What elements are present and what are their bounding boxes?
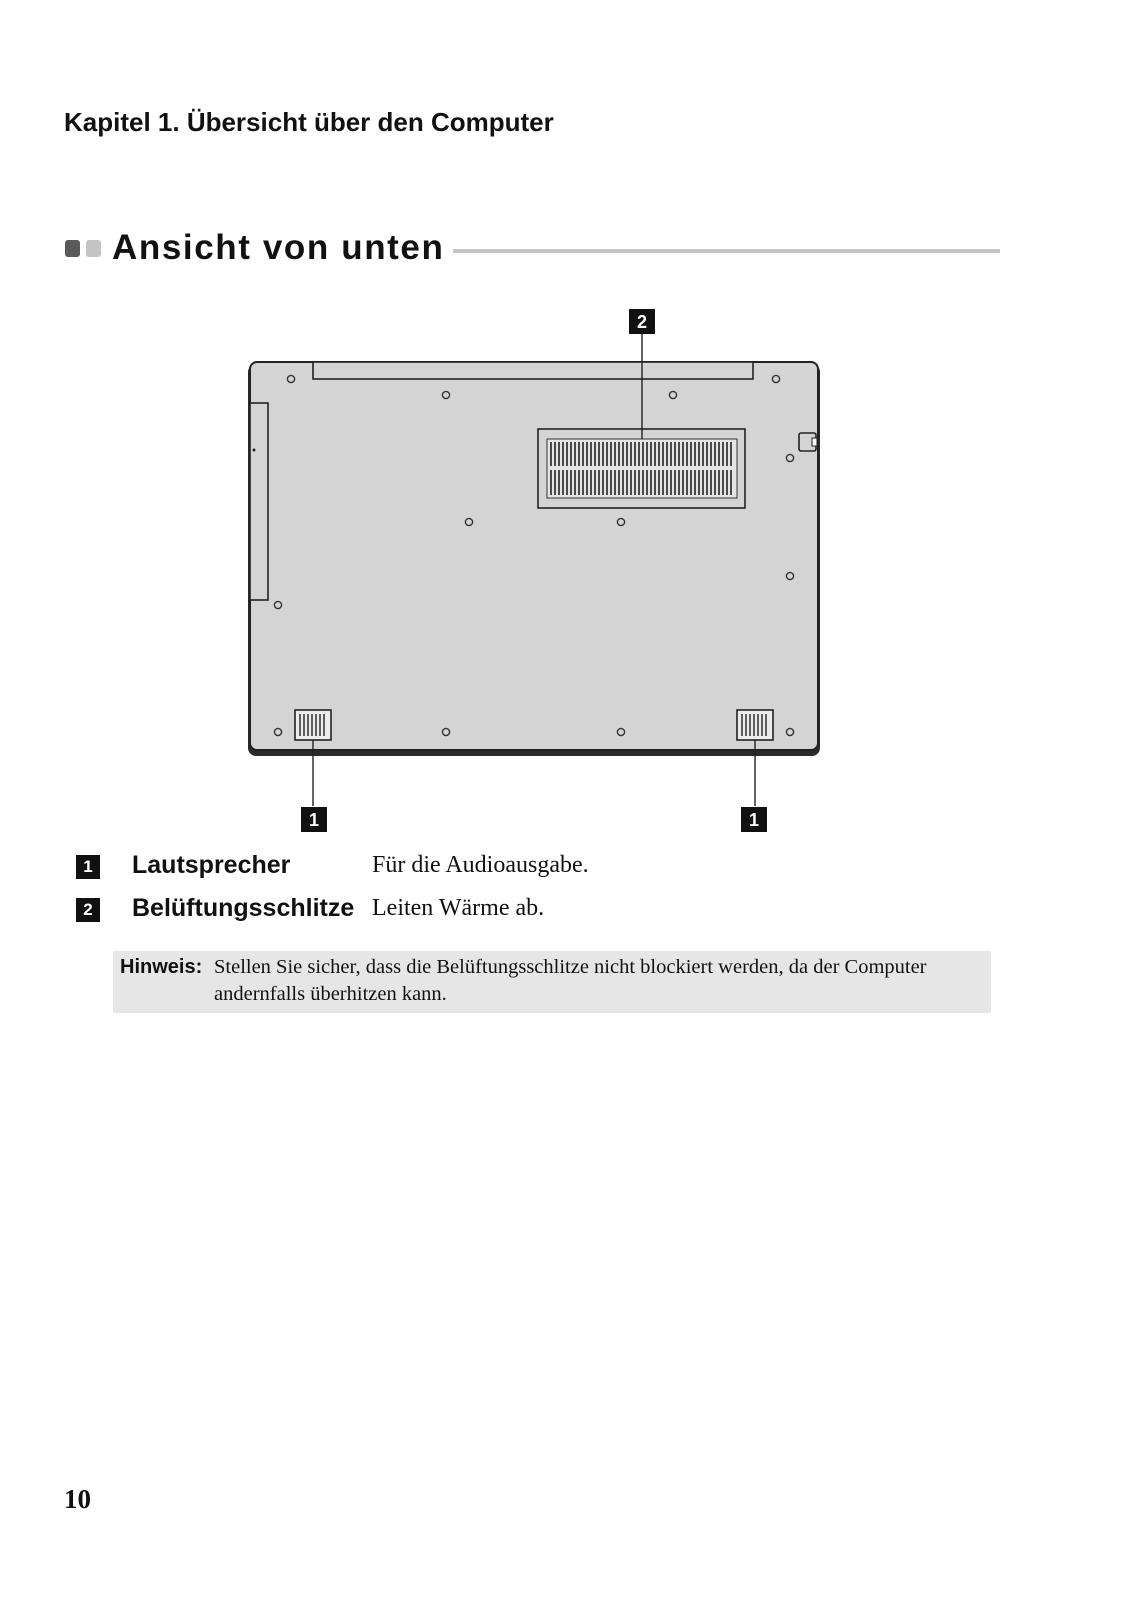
laptop-bottom-figure [240, 300, 840, 845]
legend-item [76, 894, 776, 924]
speaker-grille-left [295, 710, 331, 740]
legend-number-badge: 1 [76, 855, 100, 879]
note-text: Stellen Sie sicher, dass die Belüftungsschlitze nicht blockiert werden, da der Computer andernfalls überhitzen kann. [214, 956, 927, 1005]
page-number: 10 [64, 1484, 91, 1514]
section-marker-light-icon [86, 240, 101, 257]
hinge-strip [313, 362, 753, 379]
ventilation-grille [538, 429, 745, 508]
legend-description: Leiten Wärme ab. [372, 895, 545, 921]
legend-description: Für die Audioausgabe. [372, 852, 589, 878]
note-box [113, 951, 991, 1013]
legend-term: Lautsprecher [132, 851, 291, 879]
svg-text:1: 1 [308, 810, 320, 830]
section-marker-dark-icon [65, 240, 80, 257]
svg-text:2: 2 [636, 312, 648, 332]
chapter-title: Kapitel 1. Übersicht über den Computer [64, 107, 554, 137]
speaker-grille-right [737, 710, 773, 740]
legend-item [76, 851, 776, 881]
laptop-bottom-panel [250, 362, 818, 750]
legend-number-badge: 2 [76, 898, 100, 922]
optical-drive-bay [250, 403, 268, 600]
section-header [64, 228, 1000, 272]
callout-vents [629, 309, 655, 334]
section-divider [453, 249, 1000, 253]
callout-speaker-right [741, 807, 767, 832]
laptop-bottom-illustration [240, 300, 840, 840]
legend-term: Belüftungsschlitze [132, 894, 355, 922]
svg-text:1: 1 [748, 810, 760, 830]
note-label: Hinweis: [120, 956, 203, 978]
section-title: Ansicht von unten [112, 228, 445, 267]
callout-speaker-left [301, 807, 327, 832]
